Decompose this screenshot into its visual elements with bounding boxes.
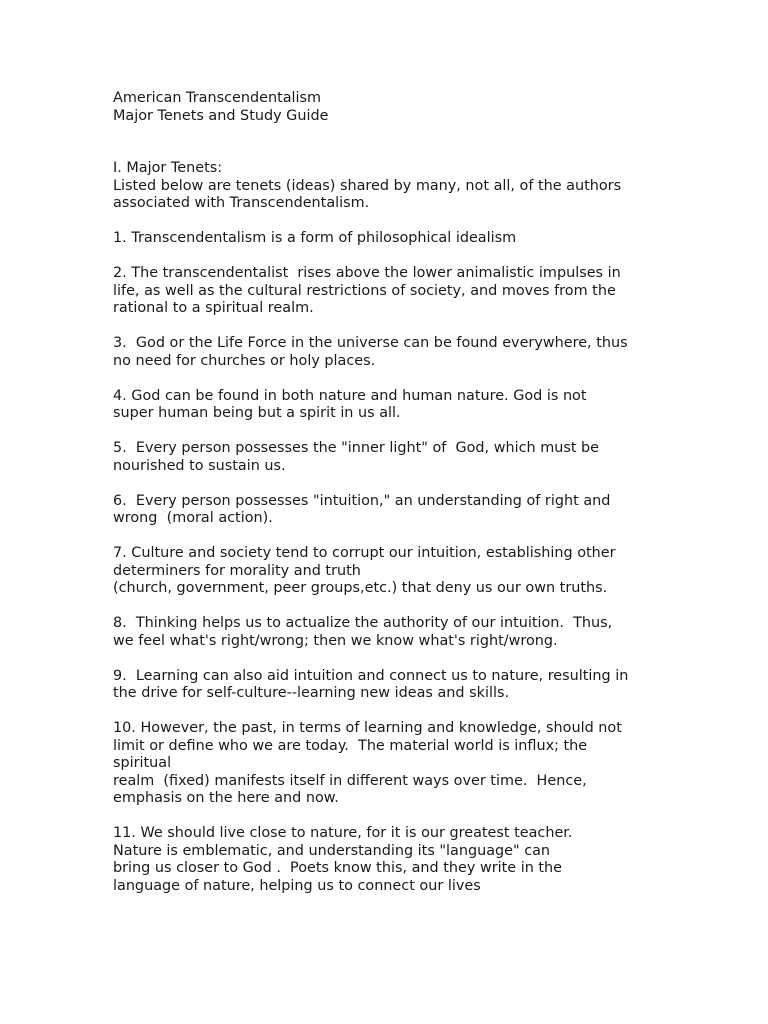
tenet-paragraph xyxy=(113,668,673,703)
tenet-line: 7. Culture and society tend to corrupt our intuition, establishing other xyxy=(113,545,616,561)
section-heading: I. Major Tenets: xyxy=(113,160,223,176)
tenet-paragraph xyxy=(113,440,673,475)
tenet-paragraph xyxy=(113,720,673,808)
tenet-line: 3. God or the Life Force in the universe can be found everywhere, thus xyxy=(113,335,628,351)
tenet-paragraph xyxy=(113,545,673,598)
tenet-paragraph xyxy=(113,825,673,895)
tenet-line: Nature is emblematic, and understanding its "language" can xyxy=(113,842,551,859)
intro-line: Listed below are tenets (ideas) shared by many, not all, of the authors xyxy=(113,177,622,194)
tenet-line: spiritual xyxy=(113,755,172,771)
tenet-paragraph xyxy=(113,615,673,650)
tenet-line: 4. God can be found in both nature and human nature. God is not xyxy=(113,387,587,404)
title-line: American Transcendentalism xyxy=(113,90,322,106)
tenet-paragraph xyxy=(113,493,673,528)
tenet-paragraph xyxy=(113,265,673,318)
tenet-line: (church, government, peer groups,etc.) that deny us our own truths. xyxy=(113,580,608,596)
subtitle-line: Major Tenets and Study Guide xyxy=(113,107,329,124)
tenet-line: limit or define who we are today. The material world is influx; the xyxy=(113,737,588,754)
tenet-line: rational to a spiritual realm. xyxy=(113,300,314,316)
tenet-line: life, as well as the cultural restrictions of society, and moves from the xyxy=(113,282,616,299)
tenet-line: 6. Every person possesses "intuition," an understanding of right and xyxy=(113,492,611,509)
section-major-tenets xyxy=(113,160,673,213)
document-page xyxy=(113,90,673,895)
tenet-line: realm (fixed) manifests itself in different ways over time. Hence, xyxy=(113,772,587,789)
tenet-line: 10. However, the past, in terms of learning and knowledge, should not xyxy=(113,720,622,736)
tenet-line: the drive for self-culture--learning new ideas and skills. xyxy=(113,685,510,701)
tenet-paragraph xyxy=(113,230,673,248)
tenet-line: 2. The transcendentalist rises above the lower animalistic impulses in xyxy=(113,265,621,281)
document-title xyxy=(113,90,673,125)
tenet-line: 1. Transcendentalism is a form of philosophical idealism xyxy=(113,230,517,246)
tenet-line: 8. Thinking helps us to actualize the authority of our intuition. Thus, xyxy=(113,615,613,631)
tenet-line: 9. Learning can also aid intuition and connect us to nature, resulting in xyxy=(113,667,629,684)
tenet-line: bring us closer to God . Poets know this, and they write in the xyxy=(113,860,563,876)
tenet-line: wrong (moral action). xyxy=(113,510,273,526)
tenet-line: we feel what's right/wrong; then we know what's right/wrong. xyxy=(113,632,558,649)
tenets-list xyxy=(113,213,673,896)
tenet-line: 5. Every person possesses the "inner light" of God, which must be xyxy=(113,440,600,456)
tenet-line: language of nature, helping us to connect our lives xyxy=(113,877,481,894)
tenet-line: no need for churches or holy places. xyxy=(113,352,376,369)
tenet-line: nourished to sustain us. xyxy=(113,457,286,474)
tenet-line: emphasis on the here and now. xyxy=(113,790,339,806)
tenet-line: 11. We should live close to nature, for it is our greatest teacher. xyxy=(113,825,573,841)
tenet-line: super human being but a spirit in us all. xyxy=(113,405,401,421)
tenet-paragraph xyxy=(113,388,673,423)
tenet-line: determiners for morality and truth xyxy=(113,562,361,579)
tenet-paragraph xyxy=(113,335,673,370)
intro-line: associated with Transcendentalism. xyxy=(113,195,370,211)
